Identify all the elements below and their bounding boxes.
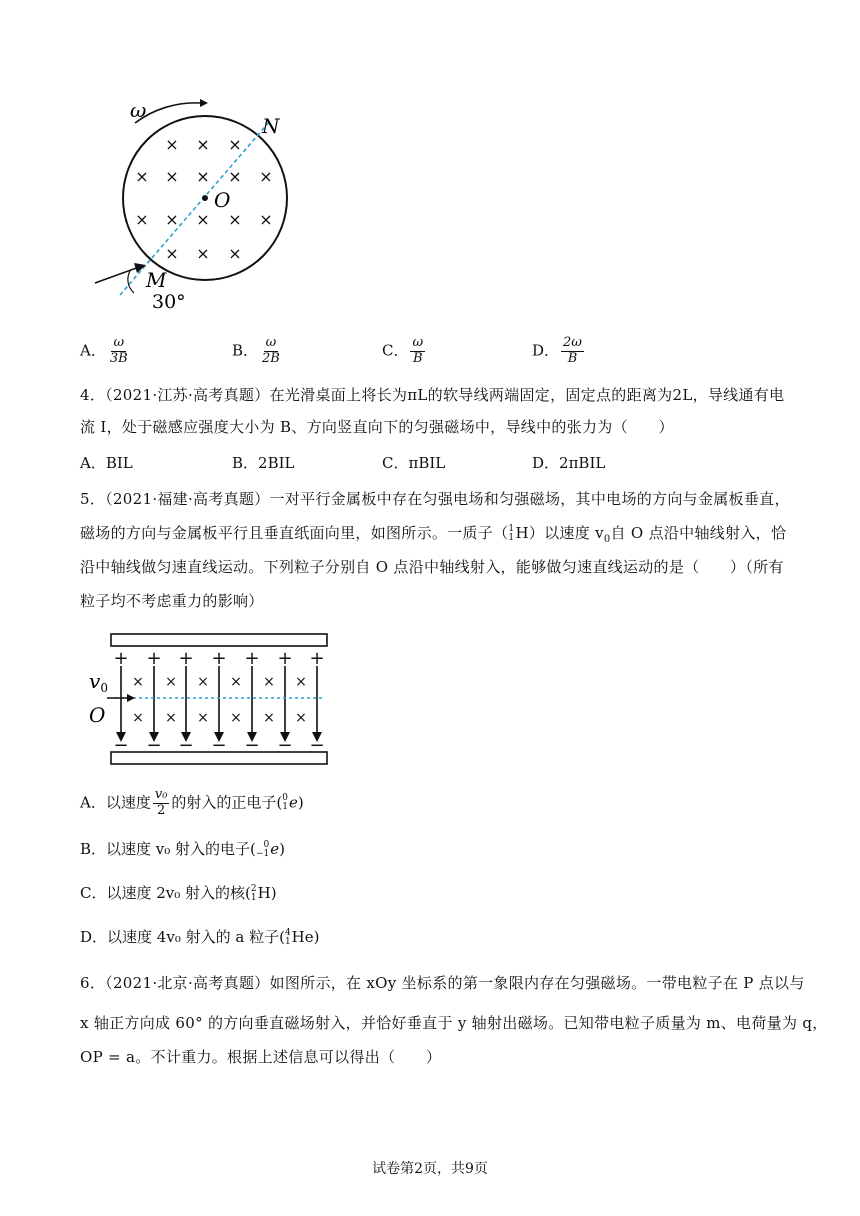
svg-text:×: × [228, 244, 242, 263]
svg-text:×: × [230, 710, 242, 726]
q3-option-b[interactable]: B． $\frac{\omega}{2B}$ [232, 335, 280, 366]
q4-option-b[interactable]: B．2BIL [232, 454, 295, 472]
svg-text:×: × [295, 710, 307, 726]
svg-text:+: + [211, 648, 227, 669]
svg-text:×: × [263, 674, 275, 690]
svg-text:×: × [135, 167, 149, 186]
svg-text:+: + [309, 648, 325, 669]
q5-option-b[interactable]: B．以速度 v₀ 射入的电子( 0 −1 e) [80, 840, 285, 859]
svg-text:×: × [196, 210, 210, 229]
cross-mark: × [165, 135, 179, 154]
q6-stem-line2: x 轴正方向成 60° 的方向垂直磁场射入，并恰好垂直于 y 轴射出磁场。已知带电粒子质量为 m、电荷量为 q， [80, 1014, 828, 1032]
svg-text:×: × [228, 210, 242, 229]
svg-text:−: − [146, 735, 162, 756]
figure-parallel-plates [85, 630, 335, 770]
svg-text:+: + [244, 648, 260, 669]
svg-text:×: × [230, 674, 242, 690]
label-N: N [262, 114, 280, 138]
svg-text:−: − [211, 735, 227, 756]
svg-text:+: + [178, 648, 194, 669]
q6-stem-line1: 6．（2021·北京·高考真题）如图所示，在 xOy 坐标系的第一象限内存在匀强磁场。一带电粒子在 P 点以与 [80, 974, 805, 992]
q5-option-c[interactable]: C．以速度 2v₀ 射入的核( 2 1 H) [80, 884, 277, 903]
label-v0: $v_0$ [89, 669, 108, 695]
svg-text:×: × [135, 210, 149, 229]
q4-option-a[interactable]: A．BIL [80, 454, 133, 472]
q5-stem-line1: 5．（2021·福建·高考真题）一对平行金属板中存在匀强电场和匀强磁场，其中电场的方向与金属板垂直， [80, 490, 790, 508]
svg-text:×: × [197, 674, 209, 690]
svg-text:×: × [165, 210, 179, 229]
svg-text:−: − [277, 735, 293, 756]
svg-text:−: − [178, 735, 194, 756]
svg-text:−: − [113, 735, 129, 756]
page-footer: 试卷第2页，共9页 [372, 1161, 488, 1177]
svg-text:×: × [228, 135, 242, 154]
svg-text:×: × [259, 167, 273, 186]
svg-text:×: × [165, 674, 177, 690]
svg-text:×: × [165, 244, 179, 263]
omega-label: ω [130, 98, 147, 122]
svg-text:×: × [263, 710, 275, 726]
q5-stem-line2: 磁场的方向与金属板平行且垂直纸面向里，如图所示。一质子（ 1 1 H）以速度 $v_0$自 O 点沿中轴线射入，恰 [80, 524, 787, 545]
label-O: O [214, 188, 231, 212]
svg-text:−: − [244, 735, 260, 756]
svg-text:+: + [277, 648, 293, 669]
q5-stem-line4: 粒子均不考虑重力的影响） [80, 592, 264, 610]
q4-option-d[interactable]: D．2πBIL [532, 454, 606, 472]
svg-text:×: × [196, 167, 210, 186]
svg-text:×: × [165, 167, 179, 186]
svg-text:×: × [196, 244, 210, 263]
q5-stem-line3: 沿中轴线做匀速直线运动。下列粒子分别自 O 点沿中轴线射入，能够做匀速直线运动的是（ ）（所有 [80, 558, 784, 576]
svg-text:×: × [165, 710, 177, 726]
svg-text:−: − [309, 735, 325, 756]
q5-option-a[interactable]: A．以速度 $\frac{\text{v₀}}{2}$ 的射入的正电子( 0 1 e) [80, 787, 304, 818]
label-O2: O [89, 703, 106, 727]
svg-text:×: × [295, 674, 307, 690]
q3-option-a[interactable]: A． $\frac{\omega}{3B}$ [80, 335, 128, 366]
svg-text:×: × [197, 710, 209, 726]
svg-text:×: × [196, 135, 210, 154]
q5-option-d[interactable]: D．以速度 4v₀ 射入的 a 粒子( 4 1 He) [80, 928, 320, 947]
svg-text:×: × [132, 710, 144, 726]
figure-rotating-field [90, 95, 300, 315]
svg-text:+: + [113, 648, 129, 669]
q3-option-c[interactable]: C． $\frac{\omega}{B}$ [382, 335, 424, 366]
svg-text:×: × [259, 210, 273, 229]
q6-stem-line3: OP = a。不计重力。根据上述信息可以得出（ ） [80, 1048, 442, 1066]
q4-stem-line1: 4．（2021·江苏·高考真题）在光滑桌面上将长为πL的软导线两端固定，固定点的距离为2L，导线通有电 [80, 386, 785, 404]
svg-text:×: × [228, 167, 242, 186]
q4-option-c[interactable]: C．πBIL [382, 454, 446, 472]
svg-text:×: × [132, 674, 144, 690]
q3-option-d[interactable]: D． $\frac{2\omega}{B}$ [532, 335, 582, 366]
svg-text:+: + [146, 648, 162, 669]
label-M: M [146, 268, 167, 292]
label-angle: 30° [152, 291, 186, 313]
q4-stem-line2: 流 I，处于磁感应强度大小为 B、方向竖直向下的匀强磁场中，导线中的张力为（ ） [80, 418, 674, 436]
